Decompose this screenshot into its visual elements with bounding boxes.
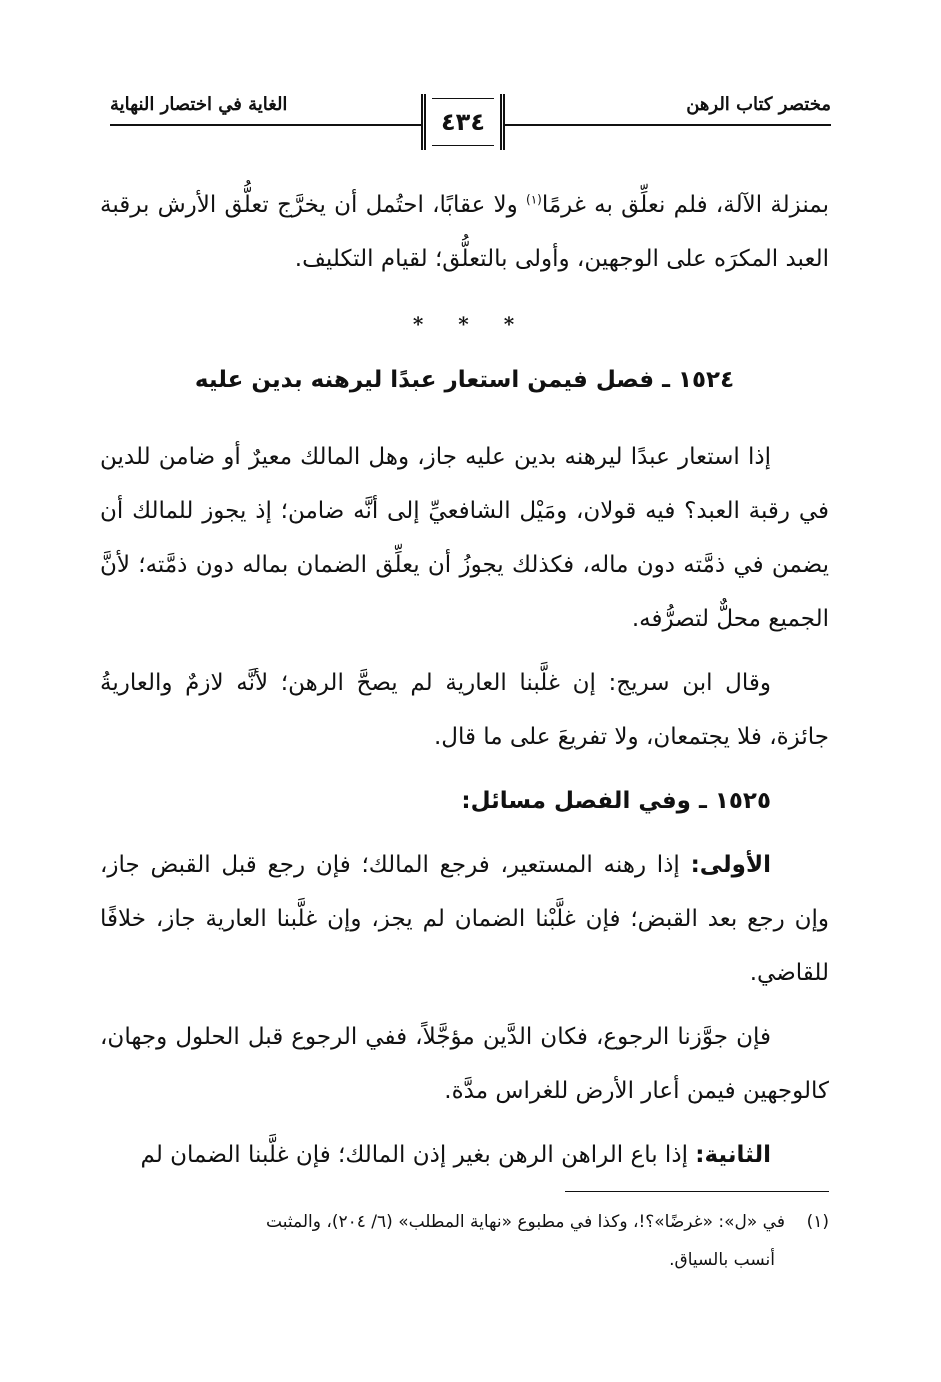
continuation-paragraph	[100, 178, 829, 286]
section-heading-1525: ١٥٢٥ ـ وفي الفصل مسائل:	[461, 788, 771, 814]
chapter-title: مختصر كتاب الرهن	[686, 94, 831, 115]
footnote-1	[110, 1203, 829, 1241]
page-number: ٤٣٤	[441, 108, 485, 136]
page-number-box	[421, 94, 505, 150]
section-heading-1524: ١٥٢٤ ـ فصل فيمن استعار عبدًا ليرهنه بدين عليه	[194, 367, 735, 393]
issue-text: إذا باع الراهن الرهن بغير إذن المالك؛ فإن غلَّبنا الضمان لم	[140, 1142, 696, 1168]
footnote-text-continued: أنسب بالسياق.	[669, 1250, 775, 1270]
issue-label: الأولى:	[690, 852, 771, 878]
footnotes	[110, 1203, 829, 1279]
footnote-ref: (١)	[526, 192, 542, 207]
footnote-rule	[565, 1191, 829, 1192]
footnote-text: في «ل»: «غرضًا»؟!، وكذا في مطبوع «نهاية المطلب» (٦/ ٢٠٤)، والمثبت	[266, 1212, 785, 1232]
paragraph-text: ولا عقابًا، احتُمل أن يخرَّج تعلُّق الأرش برقبة العبد المكرَه على الوجهين، وأولى بالتعلُّق؛ لقيام التكليف.	[100, 192, 829, 272]
section-separator: * * *	[412, 312, 529, 336]
issue-text: إذا رهنه المستعير، فرجع المالك؛ فإن رجع قبل القبض جاز، وإن رجع بعد القبض؛ فإن غلَّبْنا الضمان لم يجز، وإن غلَّبنا العارية جاز، خلافًا للقاضي.	[100, 852, 829, 986]
footnote-number: (١)	[806, 1212, 829, 1232]
paragraph-first-issue	[100, 838, 829, 1000]
paragraph-ruju: فإن جوَّزنا الرجوع، فكان الدَّين مؤجَّلاً، ففي الرجوع قبل الحلول وجهان، كالوجهين فيمن أعار الأرض للغراس مدَّة.	[100, 1024, 829, 1104]
paragraph-1524-b: وقال ابن سريج: إن غلَّبنا العارية لم يصحَّ الرهن؛ لأنَّه لازمٌ والعاريةُ جائزة، فلا يجتمعان، ولا تفريعَ على ما قال.	[100, 670, 829, 750]
paragraph-1524-a: إذا استعار عبدًا ليرهنه بدين عليه جاز، وهل المالك معيرٌ أو ضامن للدين في رقبة العبد؟ فيه قولان، ومَيْل الشافعيِّ إلى أنَّه ضامن؛ إذ يجوز للمالك أن يضمن في ذمَّته دون ماله، فكذلك يجوزُ أن يعلِّق الضمان بماله دون ذمَّته؛ لأنَّ الجميع محلٌّ لتصرُّفه.	[100, 444, 829, 632]
section-1524-body	[100, 430, 829, 1182]
paragraph-text: بمنزلة الآلة، فلم نعلِّق به غرمًا	[541, 192, 829, 218]
book-title: الغاية في اختصار النهاية	[110, 94, 288, 115]
issue-label: الثانية:	[695, 1142, 771, 1168]
paragraph-second-issue	[100, 1128, 829, 1182]
